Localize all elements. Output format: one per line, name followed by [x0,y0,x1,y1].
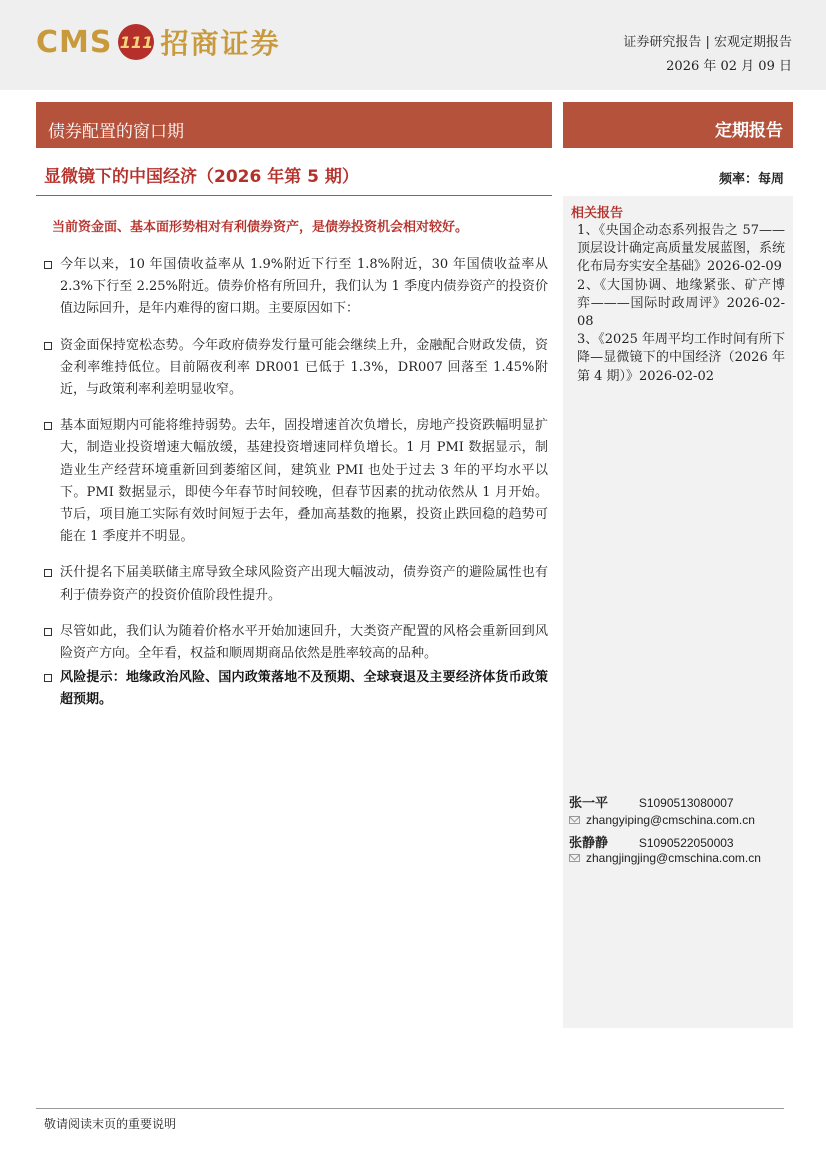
checkbox-bullet-icon [44,628,52,636]
bullet-text: 尽管如此，我们认为随着价格水平开始加速回升，大类资产配置的风格会重新回到风险资产方向。全年看，权益和顺周期商品依然是胜率较高的品种。 [60,623,548,662]
page-title: 显微镜下的中国经济（2026 年第 5 期） [44,167,359,187]
logo-emblem-icon: 111 [118,24,154,60]
analyst-email-row [569,813,755,827]
related-reports-list [577,222,785,386]
related-report-item[interactable]: 3、《2025 年周平均工作时间有所下降—显微镜下的中国经济（2026 年第 4 期）》2026-02-02 [577,332,785,384]
analyst-email[interactable]: zhangjingjing@cmschina.com.cn [586,851,761,865]
report-category: 定期报告 [715,121,783,141]
report-date: 2026 年 02 月 09 日 [666,59,792,74]
analyst-cert: S1090513080007 [638,796,734,810]
bullet-text: 基本面短期内可能将维持弱势。去年，固投增速首次负增长，房地产投资跌幅明显扩大，制造业投资增速大幅放缓，基建投资增速同样负增长。1 月 PMI 数据显示，制造业生产经营环境重新回到萎缩区间，建筑业 PMI 也处于过去 3 年的平均水平以下。PMI 数据显示，即使今年春节时间较晚，但春节因素的扰动依然从 1 月开始。节后，项目施工实际有效时间短于去年，叠加高基数的拖累，投资止跌回稳的趋势可能在 1 季度并不明显。 [60,418,548,545]
analyst-row [569,832,734,851]
sidebar [563,196,793,1028]
related-report-item[interactable]: 1、《央国企动态系列报告之 57——顶层设计确定高质量发展蓝图，系统化布局夯实安全基础》2026-02-09 [577,223,786,275]
report-category-bar [563,102,793,148]
analyst-name: 张一平 [569,796,609,811]
bullet-text: 资金面保持宽松态势。今年政府债券发行量可能会继续上升，金融配合财政发债，资金利率维持低位。目前隔夜利率 DR001 已低于 1.3%，DR007 回落至 1.45%附近，与政策利率利差明显收窄。 [60,337,548,398]
analyst-cert: S1090522050003 [638,836,734,850]
footer-note: 敬请阅读末页的重要说明 [44,1117,177,1131]
risk-text: 风险提示：地缘政治风险、国内政策落地不及预期、全球衰退及主要经济体货币政策超预期。 [60,670,548,708]
mail-icon [569,816,580,824]
analyst-email[interactable]: zhangyiping@cmschina.com.cn [586,813,755,827]
bullet-text: 今年以来，10 年国债收益率从 1.9%附近下行至 1.8%附近，30 年国债收益率从 2.3%下行至 2.25%附近。债券价格有所回升，我们认为 1 季度内债券资产的投资价值边际回升，是年内难得的窗口期。主要原因如下： [60,257,548,317]
checkbox-bullet-icon [44,674,52,682]
title-divider [36,195,552,196]
frequency-label: 频率：每周 [718,172,784,187]
section-title-bar [36,102,552,148]
body-bullet-list [44,254,548,726]
risk-warning [44,667,548,711]
section-title: 债券配置的窗口期 [48,122,184,142]
related-report-item[interactable]: 2、《大国协调、地缘紧张、矿产博弈———国际时政周评》2026-02-08 [577,277,785,330]
summary-text: 当前资金面、基本面形势相对有利债券资产，是债券投资机会相对较好。 [52,220,469,235]
bullet-item [44,335,548,402]
logo-cms-text: CMS [36,24,113,60]
report-type-label: 证券研究报告 | 宏观定期报告 [623,35,792,50]
checkbox-bullet-icon [44,342,52,350]
checkbox-bullet-icon [44,569,52,577]
bullet-item [44,254,548,321]
bullet-item [44,621,548,665]
checkbox-bullet-icon [44,422,52,430]
related-reports-title: 相关报告 [571,206,624,221]
checkbox-bullet-icon [44,261,52,269]
mail-icon [569,854,580,862]
bullet-item [44,415,548,548]
analyst-name: 张静静 [569,836,609,851]
analyst-row [569,792,734,811]
analyst-email-row [569,851,761,865]
company-logo [36,20,281,64]
bullet-item [44,562,548,606]
logo-cn-text: 招商证券 [160,27,281,60]
bullet-text: 沃什提名下届美联储主席导致全球风险资产出现大幅波动，债券资产的避险属性也有利于债券资产的投资价值阶段性提升。 [60,565,548,603]
footer-divider [36,1108,784,1109]
